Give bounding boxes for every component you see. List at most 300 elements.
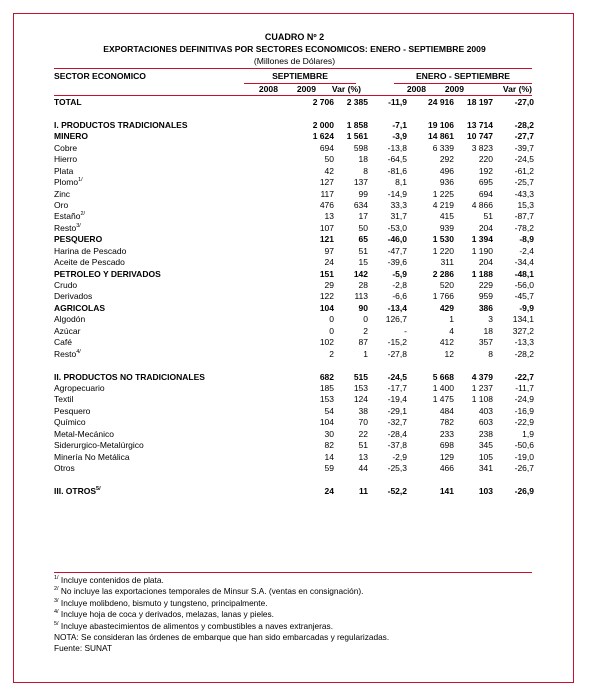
cell-ene-sep-var: 15,3 <box>517 199 534 210</box>
footnote-text: Incluye abastecimientos de alimentos y combustibles a naves extranjeras. <box>60 620 333 631</box>
footnote-marker: 4/ <box>76 348 81 355</box>
cell-ene-sep-2009: 345 <box>478 440 493 451</box>
cell-sep-2009: 70 <box>358 417 368 428</box>
cell-sep-2008: 2 706 <box>312 97 334 107</box>
cell-ene-sep-var: -9,9 <box>519 302 534 313</box>
cell-ene-sep-2009: 1 108 <box>471 394 493 405</box>
footnote-marker: 5/ <box>54 620 59 627</box>
row-label: PETROLEO Y DERIVADOS <box>54 268 161 279</box>
row-label: III. $OTROS^{5/}$ <box>54 485 101 496</box>
cell-ene-sep-2009: 51 <box>483 211 493 222</box>
row-label: MINERO <box>54 131 88 142</box>
cell-sep-2008: 50 <box>324 154 334 165</box>
table-row <box>54 257 536 268</box>
cell-sep-2009: 90 <box>358 302 368 313</box>
cell-sep-2008: 0 <box>329 314 334 325</box>
table-row <box>54 131 536 142</box>
cell-sep-2009: 44 <box>358 463 368 473</box>
header-enero-septiembre: ENERO - SEPTIEMBRE <box>415 71 511 81</box>
row-label: AGRICOLAS <box>54 302 105 313</box>
footnote <box>54 621 554 632</box>
cell-ene-sep-2008: 6 339 <box>432 142 454 153</box>
footnote <box>54 643 554 654</box>
cell-ene-sep-2009: 695 <box>478 177 493 188</box>
cell-ene-sep-var: -16,9 <box>514 405 534 416</box>
cell-sep-var: 8,1 <box>395 177 407 188</box>
cell-sep-2009: 113 <box>354 291 368 302</box>
cell-ene-sep-2008: 698 <box>439 440 454 451</box>
cell-ene-sep-var: -28,2 <box>514 348 534 359</box>
table-number: CUADRO Nº 2 <box>264 32 325 42</box>
cell-sep-var: -3,9 <box>392 131 407 142</box>
spacer-row <box>54 108 536 119</box>
footnote-text: NOTA: Se consideran las órdenes de embarque que han sido embarcadas y regularizadas. <box>54 632 390 643</box>
cell-sep-2008: 42 <box>324 165 334 176</box>
row-label: Zinc <box>54 188 71 199</box>
cell-ene-sep-var: -28,2 <box>514 119 534 130</box>
cell-sep-2008: 82 <box>324 440 334 451</box>
table-row <box>54 166 536 177</box>
table-row <box>54 314 536 325</box>
footnote-marker: 4/ <box>54 609 59 616</box>
header-sep-2009: 2009 <box>296 84 316 94</box>
cell-ene-sep-2008: 1 225 <box>432 188 454 199</box>
cell-ene-sep-2009: 1 237 <box>471 382 493 393</box>
cell-sep-var: -11,9 <box>388 97 407 107</box>
row-label: II. PRODUCTOS NO TRADICIONALES <box>54 371 205 382</box>
row-label: Aceite de Pescado <box>54 257 125 268</box>
cell-sep-2009: 2 <box>363 325 368 336</box>
cell-ene-sep-2009: 13 714 <box>467 119 493 130</box>
table-row <box>54 394 536 405</box>
cell-sep-var: -15,2 <box>387 337 407 348</box>
cell-sep-2008: 121 <box>319 234 334 245</box>
cell-sep-2009: 124 <box>353 394 368 405</box>
footer-rule <box>54 572 532 573</box>
row-label: Plata <box>54 165 74 176</box>
cell-ene-sep-var: -26,7 <box>514 463 534 473</box>
cell-sep-var: -6,6 <box>392 291 407 302</box>
cell-sep-var: -27,8 <box>387 348 407 359</box>
footnote-marker: 5/ <box>96 485 101 492</box>
table-row <box>54 486 536 497</box>
footnote <box>54 632 554 643</box>
table-row <box>54 463 536 474</box>
cell-sep-var: -13,8 <box>387 142 407 153</box>
cell-ene-sep-2008: 429 <box>439 302 454 313</box>
cell-sep-2008: 2 000 <box>312 119 334 130</box>
cell-sep-2008: 0 <box>329 325 334 336</box>
cell-ene-sep-var: -45,7 <box>514 291 534 302</box>
cell-sep-2009: 65 <box>358 234 368 245</box>
cell-sep-2009: 50 <box>358 222 368 233</box>
cell-ene-sep-2008: 939 <box>439 222 454 233</box>
cell-sep-2008: 127 <box>319 177 334 188</box>
cell-sep-var: -14,9 <box>387 188 407 199</box>
footnote-marker: 1/ <box>78 177 83 184</box>
cell-sep-2008: 104 <box>319 302 334 313</box>
cell-ene-sep-var: -78,2 <box>514 222 534 233</box>
cell-sep-var: -5,9 <box>392 268 407 279</box>
footnote <box>54 598 554 609</box>
cell-sep-var: -46,0 <box>387 234 407 245</box>
cell-sep-2009: 515 <box>353 371 368 382</box>
header-ene-var: Var (%) <box>502 84 532 94</box>
cell-sep-var: -19,4 <box>387 394 407 405</box>
table-row <box>54 143 536 154</box>
footnote-text: Incluye molibdeno, bismuto y tungsteno, principalmente. <box>60 597 268 608</box>
table-row <box>54 223 536 234</box>
row-label: Cobre <box>54 142 78 153</box>
row-label: Algodón <box>54 314 86 325</box>
table-title: EXPORTACIONES DEFINITIVAS POR SECTORES ECONOMICOS: ENERO - SEPTIEMBRE 2009 <box>103 44 486 54</box>
cell-sep-2009: 18 <box>358 154 368 165</box>
cell-ene-sep-2009: 959 <box>478 291 493 302</box>
cell-ene-sep-2009: 18 <box>483 325 493 336</box>
row-label: Químico <box>54 417 86 428</box>
spacer-row <box>54 474 536 485</box>
cell-ene-sep-var: -87,7 <box>514 211 534 222</box>
cell-ene-sep-2009: 103 <box>478 485 493 496</box>
cell-ene-sep-var: -61,2 <box>514 165 534 176</box>
cell-ene-sep-var: -24,9 <box>514 394 534 405</box>
cell-ene-sep-var: -8,9 <box>519 234 534 245</box>
cell-sep-var: -2,9 <box>392 451 407 462</box>
cell-sep-2009: 1 858 <box>346 119 368 130</box>
cell-sep-var: 126,7 <box>385 314 407 325</box>
cell-sep-2008: 107 <box>319 222 334 233</box>
row-label: Estaño$^{2/}$ <box>54 211 86 222</box>
cell-sep-2008: 122 <box>319 291 334 302</box>
cell-ene-sep-var: -25,7 <box>514 177 534 188</box>
cell-ene-sep-2008: 936 <box>439 177 454 188</box>
spacer-row <box>54 360 536 371</box>
cell-sep-var: -28,4 <box>387 428 407 439</box>
cell-sep-var: -52,2 <box>387 485 407 496</box>
row-label: Minería No Metálica <box>54 451 130 462</box>
cell-sep-2008: 682 <box>319 371 334 382</box>
table-row <box>54 246 536 257</box>
cell-ene-sep-2008: 782 <box>439 417 454 428</box>
cell-sep-2009: 11 <box>359 485 368 496</box>
footnote-marker: 3/ <box>54 597 59 604</box>
header-ene-2008: 2008 <box>406 84 426 94</box>
table-row <box>54 372 536 383</box>
cell-ene-sep-2008: 466 <box>439 463 454 473</box>
cell-ene-sep-2009: 229 <box>478 280 493 290</box>
cell-ene-sep-2009: 192 <box>478 165 493 176</box>
footnote-text: Incluye hoja de coca y derivados, melazas, lanas y pieles. <box>60 609 274 620</box>
table-row <box>54 429 536 440</box>
table-row <box>54 211 536 222</box>
row-label: Hierro <box>54 154 78 165</box>
units-caption: (Millones de Dólares) <box>253 56 336 66</box>
row-label: PESQUERO <box>54 234 103 245</box>
cell-sep-var: -17,7 <box>387 382 407 393</box>
cell-ene-sep-var: -19,0 <box>514 451 534 462</box>
footnote-marker: 2/ <box>80 211 86 218</box>
row-label: TOTAL <box>54 97 82 107</box>
cell-sep-2008: 97 <box>324 245 334 256</box>
cell-sep-2008: 694 <box>319 142 334 153</box>
cell-ene-sep-2009: 105 <box>478 451 493 462</box>
cell-sep-2008: 153 <box>319 394 334 405</box>
cell-sep-var: 33,3 <box>390 199 407 210</box>
footnote-text: Fuente: SUNAT <box>54 643 112 654</box>
table-row <box>54 406 536 417</box>
cell-ene-sep-2008: 14 861 <box>428 131 454 142</box>
cell-sep-var: -29,1 <box>387 405 407 416</box>
footnote-text: No incluye las exportaciones temporales de Minsur S.A. (ventas en consignación). <box>60 586 364 597</box>
cell-ene-sep-2008: 24 916 <box>428 97 454 107</box>
row-label: Textil <box>54 394 74 405</box>
table-row <box>54 154 536 165</box>
cell-ene-sep-2009: 357 <box>478 337 493 348</box>
header-sep-var: Var (%) <box>331 84 361 94</box>
row-label: Azúcar <box>54 325 81 336</box>
cell-ene-sep-2009: 220 <box>478 154 493 165</box>
cell-ene-sep-var: -50,6 <box>514 440 534 451</box>
cell-ene-sep-2009: 3 <box>488 314 493 325</box>
cell-sep-2009: 15 <box>358 257 368 268</box>
cell-sep-2009: 22 <box>358 428 368 439</box>
cell-sep-2008: 117 <box>320 188 334 199</box>
row-label: Plomo$^{1/}$ <box>54 177 83 188</box>
cell-sep-var: -13,4 <box>387 302 407 313</box>
cell-sep-var: -25,3 <box>387 463 407 473</box>
footnote <box>54 609 554 620</box>
cell-sep-var: 31,7 <box>390 211 407 222</box>
cell-ene-sep-var: -26,9 <box>514 485 534 496</box>
row-label: Siderurgico-Metalúrgico <box>54 440 144 451</box>
cell-ene-sep-2009: 8 <box>488 348 493 359</box>
cell-sep-2009: 51 <box>358 245 368 256</box>
cell-ene-sep-var: 134,1 <box>512 314 534 325</box>
table-row <box>54 440 536 451</box>
cell-sep-2009: 0 <box>363 314 368 325</box>
row-label: Oro <box>54 199 69 210</box>
cell-sep-var: -7,1 <box>392 119 407 130</box>
cell-sep-2008: 104 <box>319 417 334 428</box>
cell-ene-sep-2009: 603 <box>478 417 493 428</box>
cell-sep-2008: 24 <box>324 485 334 496</box>
table-row <box>54 337 536 348</box>
cell-ene-sep-2008: 129 <box>439 451 454 462</box>
row-label: Harina de Pescado <box>54 245 127 256</box>
table-row <box>54 200 536 211</box>
footnote-marker: 3/ <box>76 222 81 229</box>
cell-ene-sep-2008: 520 <box>439 280 454 290</box>
cell-sep-2009: 598 <box>353 142 368 153</box>
row-label: Agropecuario <box>54 382 105 393</box>
cell-ene-sep-var: -43,3 <box>514 188 534 199</box>
cell-sep-2009: 17 <box>358 211 368 222</box>
table-row <box>54 326 536 337</box>
cell-ene-sep-2008: 4 219 <box>432 199 454 210</box>
cell-ene-sep-var: -27,7 <box>514 131 534 142</box>
cell-ene-sep-var: -11,7 <box>515 382 534 393</box>
cell-ene-sep-2008: 5 668 <box>432 371 454 382</box>
row-label: Metal-Mecánico <box>54 428 114 439</box>
cell-ene-sep-2009: 4 866 <box>471 199 493 210</box>
cell-sep-2009: 1 561 <box>346 131 368 142</box>
cell-sep-var: -47,7 <box>387 245 407 256</box>
cell-sep-2009: 99 <box>358 188 368 199</box>
cell-sep-2008: 14 <box>324 451 334 462</box>
header-septiembre: SEPTIEMBRE <box>272 71 328 81</box>
row-label: Resto$^{3/}$ <box>54 222 81 233</box>
cell-ene-sep-var: -34,4 <box>514 257 534 268</box>
cell-sep-2009: 1 <box>363 348 368 359</box>
footnote <box>54 586 554 597</box>
cell-sep-2008: 102 <box>319 337 334 348</box>
table-row <box>54 120 536 131</box>
cell-ene-sep-var: 1,9 <box>522 428 534 439</box>
cell-sep-2009: 2 385 <box>346 97 368 107</box>
cell-sep-2008: 476 <box>319 199 334 210</box>
cell-ene-sep-2009: 1 188 <box>471 268 493 279</box>
cell-sep-2008: 13 <box>324 211 334 222</box>
cell-ene-sep-2009: 403 <box>478 405 493 416</box>
cell-sep-2009: 13 <box>358 451 368 462</box>
cell-ene-sep-var: -22,7 <box>514 371 534 382</box>
row-label: I. PRODUCTOS TRADICIONALES <box>54 119 188 130</box>
cell-ene-sep-2008: 141 <box>439 485 454 496</box>
table-row <box>54 177 536 188</box>
cell-sep-var: -81,6 <box>387 165 407 176</box>
cell-ene-sep-2008: 484 <box>439 405 454 416</box>
table-row <box>54 417 536 428</box>
footnote-marker: 2/ <box>54 586 59 593</box>
cell-sep-2009: 8 <box>363 165 368 176</box>
footnote <box>54 575 554 586</box>
row-label: Pesquero <box>54 405 91 416</box>
cell-ene-sep-var: -24,5 <box>514 154 534 165</box>
cell-ene-sep-2008: 1 220 <box>432 245 454 256</box>
row-label: Resto$^{4/}$ <box>54 348 81 359</box>
cell-ene-sep-2009: 3 823 <box>471 142 493 153</box>
table-row <box>54 189 536 200</box>
cell-ene-sep-var: -22,9 <box>514 417 534 428</box>
row-label: Crudo <box>54 280 78 290</box>
cell-sep-2008: 30 <box>324 428 334 439</box>
table-row <box>54 234 536 245</box>
cell-ene-sep-var: -39,7 <box>514 142 534 153</box>
cell-ene-sep-2009: 238 <box>478 428 493 439</box>
row-label: Derivados <box>54 291 93 302</box>
cell-sep-var: -37,8 <box>387 440 407 451</box>
cell-ene-sep-2008: 12 <box>444 348 454 359</box>
table-row <box>54 269 536 280</box>
cell-ene-sep-2009: 204 <box>478 222 493 233</box>
cell-ene-sep-2008: 19 106 <box>428 119 454 130</box>
footnote-text: Incluye contenidos de plata. <box>60 575 164 585</box>
footnote-marker: 1/ <box>54 575 59 581</box>
cell-sep-2009: 634 <box>353 199 368 210</box>
cell-sep-var: -24,5 <box>387 371 407 382</box>
cell-ene-sep-2008: 1 766 <box>432 291 454 302</box>
cell-ene-sep-var: -27,0 <box>514 97 534 107</box>
cell-ene-sep-2008: 1 530 <box>432 234 454 245</box>
cell-ene-sep-2008: 292 <box>439 154 454 165</box>
header-sector: SECTOR ECONOMICO <box>54 71 146 81</box>
table-row <box>54 452 536 463</box>
cell-ene-sep-2009: 694 <box>478 188 493 199</box>
table-row <box>54 303 536 314</box>
cell-ene-sep-2008: 4 <box>449 325 454 336</box>
cell-sep-var: - <box>404 325 407 336</box>
cell-sep-var: -53,0 <box>387 222 407 233</box>
header-ene-2009: 2009 <box>444 84 464 94</box>
cell-sep-2008: 2 <box>329 348 334 359</box>
cell-ene-sep-2008: 496 <box>439 165 454 176</box>
cell-sep-2009: 38 <box>358 405 368 416</box>
cell-sep-var: -39,6 <box>387 257 407 268</box>
row-label: Café <box>54 337 72 348</box>
cell-sep-2008: 24 <box>324 257 334 268</box>
cell-sep-2009: 51 <box>358 440 368 451</box>
data-table-body <box>54 97 536 497</box>
header-sep-2008: 2008 <box>258 84 278 94</box>
table-row <box>54 349 536 360</box>
cell-ene-sep-var: -48,1 <box>514 268 534 279</box>
header-top-rule <box>54 68 532 69</box>
cell-sep-2009: 153 <box>353 382 368 393</box>
cell-sep-var: -32,7 <box>387 417 407 428</box>
footnotes <box>54 575 554 655</box>
row-label: Otros <box>54 463 75 473</box>
cell-ene-sep-2008: 233 <box>439 428 454 439</box>
table-row <box>54 280 536 291</box>
cell-sep-2008: 185 <box>319 382 334 393</box>
header-bottom-rule <box>54 95 532 96</box>
cell-ene-sep-2009: 1 394 <box>471 234 493 245</box>
cell-ene-sep-2008: 415 <box>439 211 454 222</box>
table-row <box>54 291 536 302</box>
cell-sep-2008: 29 <box>324 280 334 290</box>
cell-ene-sep-2008: 311 <box>440 257 454 268</box>
cell-ene-sep-2009: 341 <box>478 463 493 473</box>
cell-ene-sep-2009: 18 197 <box>467 97 493 107</box>
cell-ene-sep-2008: 2 286 <box>432 268 454 279</box>
cell-sep-2009: 137 <box>353 177 368 188</box>
cell-sep-2008: 151 <box>319 268 334 279</box>
cell-ene-sep-2009: 1 190 <box>471 245 493 256</box>
cell-sep-var: -2,8 <box>392 280 407 290</box>
cell-ene-sep-var: -2,4 <box>519 245 534 256</box>
table-row <box>54 383 536 394</box>
cell-sep-2008: 1 624 <box>312 131 334 142</box>
cell-ene-sep-var: -13,3 <box>514 337 534 348</box>
table-row <box>54 97 536 108</box>
cell-sep-2009: 28 <box>358 280 368 290</box>
cell-sep-2009: 142 <box>353 268 368 279</box>
cell-ene-sep-2009: 4 379 <box>471 371 493 382</box>
cell-ene-sep-var: 327,2 <box>512 325 534 336</box>
cell-sep-2008: 59 <box>324 463 334 473</box>
cell-ene-sep-2009: 10 747 <box>467 131 493 142</box>
cell-sep-var: -64,5 <box>387 154 407 165</box>
cell-ene-sep-var: -56,0 <box>514 280 534 290</box>
cell-sep-2009: 87 <box>358 337 368 348</box>
cell-ene-sep-2008: 412 <box>439 337 454 348</box>
cell-ene-sep-2008: 1 <box>449 314 454 325</box>
cell-sep-2008: 54 <box>324 405 334 416</box>
cell-ene-sep-2008: 1 475 <box>432 394 454 405</box>
cell-ene-sep-2008: 1 400 <box>432 382 454 393</box>
cell-ene-sep-2009: 204 <box>478 257 493 268</box>
cell-ene-sep-2009: 386 <box>478 302 493 313</box>
